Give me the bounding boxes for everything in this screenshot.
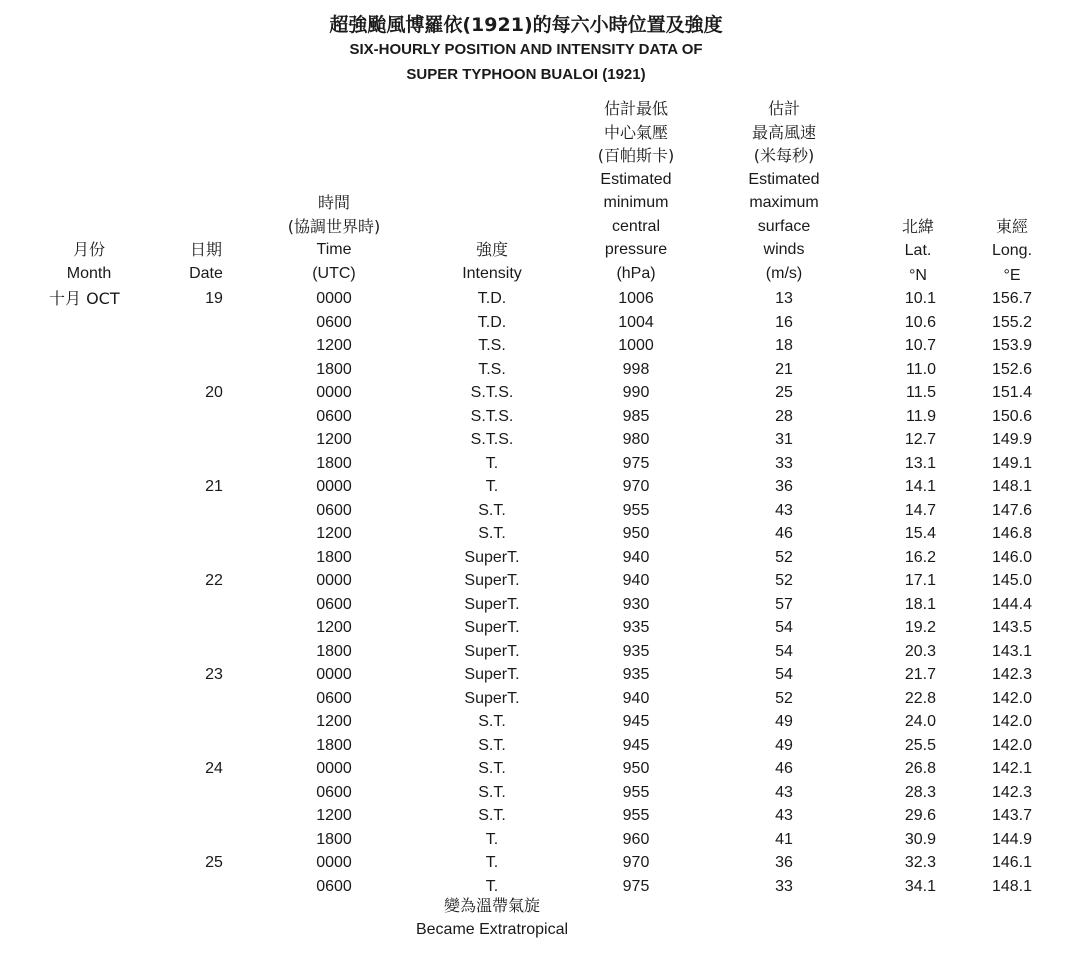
header-time-en-2: (UTC) bbox=[312, 264, 356, 282]
cell-winds: 54 bbox=[775, 642, 793, 660]
title-english-line-1: SIX-HOURLY POSITION AND INTENSITY DATA OF bbox=[349, 41, 703, 58]
table-row bbox=[0, 616, 1080, 640]
cell-lat: 10.1 bbox=[904, 290, 936, 307]
cell-time: 1800 bbox=[316, 830, 352, 848]
cell-time: 0000 bbox=[316, 760, 352, 777]
cell-lon: 148.1 bbox=[991, 478, 1032, 495]
cell-lon: 148.1 bbox=[991, 877, 1032, 895]
cell-lat: 16.2 bbox=[904, 548, 936, 566]
cell-lon: 145.0 bbox=[991, 572, 1032, 589]
table-row bbox=[0, 804, 1080, 828]
cell-date: 20 bbox=[205, 384, 223, 401]
cell-time: 1800 bbox=[316, 454, 352, 472]
table-row bbox=[0, 311, 1080, 335]
table-row bbox=[0, 522, 1080, 546]
cell-date: 19 bbox=[205, 290, 223, 307]
cell-lat: 14.7 bbox=[904, 501, 936, 519]
cell-time: 1200 bbox=[316, 807, 352, 824]
cell-time: 1200 bbox=[316, 337, 352, 354]
cell-lat: 15.4 bbox=[904, 525, 936, 542]
cell-intensity: S.T.S. bbox=[470, 407, 514, 425]
cell-lat: 20.3 bbox=[904, 642, 936, 660]
cell-lon: 149.1 bbox=[991, 454, 1032, 472]
cell-lon: 152.6 bbox=[991, 360, 1032, 378]
cell-pressure: 955 bbox=[622, 783, 650, 801]
cell-intensity: S.T. bbox=[478, 501, 506, 519]
cell-winds: 36 bbox=[775, 854, 793, 871]
cell-date: 22 bbox=[205, 572, 223, 589]
cell-time: 1200 bbox=[316, 713, 352, 730]
cell-time: 0000 bbox=[316, 666, 352, 683]
table-row bbox=[0, 687, 1080, 711]
cell-lat: 19.2 bbox=[904, 619, 936, 636]
table-row bbox=[0, 334, 1080, 358]
cell-lat: 29.6 bbox=[904, 807, 936, 824]
table-row bbox=[0, 358, 1080, 382]
footnote bbox=[392, 894, 592, 942]
cell-time: 0600 bbox=[316, 783, 352, 801]
cell-pressure: 1006 bbox=[618, 290, 654, 307]
cell-winds: 57 bbox=[775, 595, 793, 613]
cell-time: 0600 bbox=[316, 407, 352, 425]
cell-time: 1200 bbox=[316, 525, 352, 542]
cell-pressure: 998 bbox=[622, 360, 650, 378]
cell-date: 24 bbox=[205, 760, 223, 777]
cell-pressure: 935 bbox=[622, 642, 650, 660]
cell-winds: 43 bbox=[775, 501, 793, 519]
cell-lat: 21.7 bbox=[904, 666, 936, 683]
cell-lat: 30.9 bbox=[904, 830, 936, 848]
cell-intensity: S.T. bbox=[478, 783, 506, 801]
cell-lon: 142.1 bbox=[991, 760, 1032, 777]
cell-winds: 52 bbox=[775, 689, 793, 707]
table-row bbox=[0, 475, 1080, 499]
cell-lat: 32.3 bbox=[904, 854, 936, 871]
table-row bbox=[0, 734, 1080, 758]
cell-winds: 18 bbox=[775, 337, 793, 354]
header-latitude bbox=[884, 215, 952, 286]
cell-lon: 155.2 bbox=[991, 313, 1032, 331]
header-winds-en-2: maximum bbox=[749, 194, 819, 211]
cell-time: 0000 bbox=[316, 478, 352, 495]
cell-intensity: T.D. bbox=[477, 290, 507, 307]
cell-lon: 151.4 bbox=[991, 384, 1032, 401]
cell-pressure: 955 bbox=[622, 807, 650, 824]
cell-lat: 34.1 bbox=[904, 877, 936, 895]
cell-pressure: 935 bbox=[622, 619, 650, 636]
cell-time: 0600 bbox=[316, 877, 352, 895]
cell-pressure: 975 bbox=[622, 877, 650, 895]
cell-time: 0000 bbox=[316, 290, 352, 307]
table-row bbox=[0, 452, 1080, 476]
header-month-en: Month bbox=[66, 264, 112, 282]
cell-time: 0000 bbox=[316, 572, 352, 589]
cell-lon: 153.9 bbox=[991, 337, 1032, 354]
cell-pressure: 980 bbox=[622, 431, 650, 448]
cell-winds: 54 bbox=[775, 619, 793, 636]
cell-winds: 49 bbox=[775, 736, 793, 754]
cell-time: 1800 bbox=[316, 736, 352, 754]
cell-pressure: 955 bbox=[622, 501, 650, 519]
cell-lon: 142.0 bbox=[991, 689, 1032, 707]
cell-pressure: 930 bbox=[622, 595, 650, 613]
cell-winds: 49 bbox=[775, 713, 793, 730]
cell-lat: 26.8 bbox=[904, 760, 936, 777]
cell-time: 0600 bbox=[316, 595, 352, 613]
cell-winds: 33 bbox=[775, 454, 793, 472]
cell-intensity: SuperT. bbox=[464, 689, 520, 707]
header-time bbox=[264, 191, 404, 285]
cell-lat: 10.7 bbox=[904, 337, 936, 354]
cell-lon: 146.1 bbox=[991, 854, 1032, 871]
table-row bbox=[0, 405, 1080, 429]
cell-time: 0000 bbox=[316, 384, 352, 401]
table-row bbox=[0, 381, 1080, 405]
header-winds-zh-2: 最高風速 bbox=[751, 122, 816, 142]
header-longitude bbox=[978, 215, 1046, 286]
cell-date: 25 bbox=[205, 854, 223, 871]
table-row bbox=[0, 499, 1080, 523]
cell-intensity: S.T. bbox=[478, 807, 506, 824]
cell-winds: 41 bbox=[775, 830, 793, 848]
header-lat-zh: 北緯 bbox=[901, 217, 934, 236]
title-english-line-2: SUPER TYPHOON BUALOI (1921) bbox=[406, 66, 646, 83]
cell-lat: 10.6 bbox=[904, 313, 936, 331]
cell-intensity: S.T. bbox=[478, 760, 506, 777]
cell-date: 23 bbox=[205, 666, 223, 683]
cell-intensity: T. bbox=[485, 877, 499, 895]
cell-pressure: 960 bbox=[622, 830, 650, 848]
cell-lat: 11.5 bbox=[906, 384, 936, 401]
cell-time: 1800 bbox=[316, 360, 352, 378]
cell-lon: 156.7 bbox=[991, 290, 1032, 307]
header-pressure-zh-2: 中心氣壓 bbox=[603, 122, 668, 142]
cell-lat: 14.1 bbox=[904, 478, 936, 495]
table-row bbox=[0, 828, 1080, 852]
header-winds-zh-3: (米每秒) bbox=[753, 146, 815, 165]
cell-lat: 11.0 bbox=[906, 360, 936, 378]
cell-pressure: 970 bbox=[622, 478, 650, 495]
cell-time: 1200 bbox=[316, 619, 352, 636]
table-row bbox=[0, 757, 1080, 781]
cell-time: 0000 bbox=[316, 854, 352, 871]
cell-lon: 146.8 bbox=[991, 525, 1032, 542]
cell-intensity: T.S. bbox=[478, 337, 506, 354]
cell-time: 0600 bbox=[316, 501, 352, 519]
header-lon-en: Long. bbox=[991, 241, 1033, 259]
cell-time: 1200 bbox=[316, 431, 352, 448]
footnote-zh: 變為溫帶氣旋 bbox=[443, 896, 540, 915]
cell-lat: 11.9 bbox=[906, 407, 936, 425]
cell-lon: 143.7 bbox=[991, 807, 1032, 824]
header-pressure-en-1: Estimated bbox=[600, 170, 672, 188]
table-row bbox=[0, 640, 1080, 664]
header-intensity-en: Intensity bbox=[462, 264, 522, 282]
title-chinese: 超強颱風博羅依(1921)的每六小時位置及強度 bbox=[329, 14, 723, 36]
cell-pressure: 1004 bbox=[618, 313, 654, 331]
header-time-en-1: Time bbox=[316, 241, 352, 258]
cell-winds: 43 bbox=[775, 783, 793, 801]
header-winds bbox=[714, 97, 854, 285]
cell-lat: 24.0 bbox=[904, 713, 936, 730]
cell-pressure: 940 bbox=[622, 548, 650, 566]
header-intensity bbox=[432, 238, 552, 285]
cell-intensity: SuperT. bbox=[464, 572, 520, 589]
header-month bbox=[44, 238, 134, 285]
cell-pressure: 935 bbox=[622, 666, 650, 683]
cell-winds: 21 bbox=[775, 360, 793, 378]
header-pressure-en-3: central bbox=[611, 217, 661, 235]
table-row bbox=[0, 710, 1080, 734]
cell-pressure: 950 bbox=[622, 525, 650, 542]
table-row bbox=[0, 593, 1080, 617]
cell-pressure: 985 bbox=[622, 407, 650, 425]
cell-time: 0600 bbox=[316, 689, 352, 707]
cell-winds: 33 bbox=[775, 877, 793, 895]
cell-pressure: 950 bbox=[622, 760, 650, 777]
header-pressure-en-5: (hPa) bbox=[616, 264, 656, 282]
header-pressure bbox=[566, 97, 706, 285]
header-lat-en: Lat. bbox=[904, 241, 932, 259]
header-winds-en-1: Estimated bbox=[748, 170, 820, 188]
cell-lat: 25.5 bbox=[904, 736, 936, 754]
header-intensity-zh: 強度 bbox=[475, 240, 508, 259]
cell-lon: 149.9 bbox=[991, 431, 1032, 448]
cell-time: 1800 bbox=[316, 548, 352, 566]
cell-intensity: T. bbox=[485, 478, 499, 495]
cell-lon: 147.6 bbox=[991, 501, 1032, 519]
table-row bbox=[0, 781, 1080, 805]
header-date-zh: 日期 bbox=[189, 240, 222, 259]
header-pressure-zh-1: 估計最低 bbox=[603, 99, 668, 118]
cell-pressure: 940 bbox=[622, 572, 650, 589]
cell-winds: 43 bbox=[775, 807, 793, 824]
cell-lat: 28.3 bbox=[904, 783, 936, 801]
cell-intensity: SuperT. bbox=[464, 595, 520, 613]
cell-lon: 142.3 bbox=[991, 666, 1032, 683]
cell-intensity: T. bbox=[485, 454, 499, 472]
cell-intensity: T. bbox=[485, 854, 499, 871]
cell-winds: 28 bbox=[775, 407, 793, 425]
header-lat-unit: °N bbox=[909, 267, 927, 284]
header-lon-unit: °E bbox=[1003, 267, 1021, 284]
cell-lon: 144.9 bbox=[991, 830, 1032, 848]
header-date bbox=[168, 238, 244, 285]
cell-lon: 142.0 bbox=[991, 736, 1032, 754]
cell-winds: 13 bbox=[775, 290, 793, 307]
cell-winds: 36 bbox=[775, 478, 793, 495]
cell-winds: 54 bbox=[775, 666, 793, 683]
cell-pressure: 945 bbox=[622, 713, 650, 730]
cell-intensity: S.T.S. bbox=[470, 431, 514, 448]
table-row bbox=[0, 851, 1080, 875]
table-row bbox=[0, 428, 1080, 452]
cell-winds: 31 bbox=[775, 431, 793, 448]
cell-time: 0600 bbox=[316, 313, 352, 331]
cell-intensity: S.T. bbox=[478, 736, 506, 754]
cell-intensity: SuperT. bbox=[464, 548, 520, 566]
header-date-en: Date bbox=[189, 264, 223, 282]
cell-lat: 22.8 bbox=[904, 689, 936, 707]
cell-time: 1800 bbox=[316, 642, 352, 660]
cell-intensity: T. bbox=[485, 830, 499, 848]
cell-lat: 13.1 bbox=[904, 454, 936, 472]
cell-intensity: S.T. bbox=[478, 713, 506, 730]
cell-lon: 142.3 bbox=[991, 783, 1032, 801]
cell-date: 21 bbox=[205, 478, 223, 495]
table-row bbox=[0, 546, 1080, 570]
cell-winds: 52 bbox=[775, 572, 793, 589]
table-row bbox=[0, 663, 1080, 687]
header-lon-zh: 東經 bbox=[995, 217, 1028, 236]
cell-intensity: T.S. bbox=[478, 360, 506, 378]
cell-pressure: 1000 bbox=[618, 337, 654, 354]
cell-pressure: 940 bbox=[622, 689, 650, 707]
cell-pressure: 990 bbox=[622, 384, 650, 401]
cell-lat: 12.7 bbox=[904, 431, 936, 448]
cell-month: 十月 OCT bbox=[49, 289, 120, 308]
cell-lon: 142.0 bbox=[991, 713, 1032, 730]
cell-winds: 46 bbox=[775, 525, 793, 542]
cell-winds: 16 bbox=[775, 313, 793, 331]
cell-lat: 17.1 bbox=[904, 572, 936, 589]
cell-intensity: S.T. bbox=[478, 525, 506, 542]
cell-pressure: 970 bbox=[622, 854, 650, 871]
cell-lon: 146.0 bbox=[991, 548, 1032, 566]
header-pressure-zh-3: (百帕斯卡) bbox=[597, 146, 675, 165]
cell-winds: 52 bbox=[775, 548, 793, 566]
cell-intensity: SuperT. bbox=[464, 619, 520, 636]
cell-intensity: SuperT. bbox=[464, 642, 520, 660]
header-winds-en-3: surface bbox=[757, 217, 811, 235]
header-winds-zh-1: 估計 bbox=[767, 99, 800, 118]
cell-lon: 144.4 bbox=[991, 595, 1032, 613]
header-winds-en-5: (m/s) bbox=[765, 264, 803, 282]
cell-lat: 18.1 bbox=[904, 595, 936, 613]
table-row bbox=[0, 287, 1080, 311]
cell-lon: 150.6 bbox=[991, 407, 1032, 425]
cell-winds: 46 bbox=[775, 760, 793, 777]
footnote-en: Became Extratropical bbox=[415, 921, 569, 938]
cell-lon: 143.1 bbox=[991, 642, 1032, 660]
header-time-zh-2: (協調世界時) bbox=[287, 216, 381, 236]
header-month-zh: 月份 bbox=[72, 240, 105, 259]
cell-pressure: 945 bbox=[622, 736, 650, 754]
header-time-zh-1: 時間 bbox=[317, 193, 350, 212]
header-pressure-en-4: pressure bbox=[604, 241, 668, 258]
cell-winds: 25 bbox=[775, 384, 793, 401]
cell-lon: 143.5 bbox=[991, 619, 1032, 636]
table-row bbox=[0, 569, 1080, 593]
header-winds-en-4: winds bbox=[763, 241, 805, 258]
cell-intensity: S.T.S. bbox=[470, 384, 514, 401]
cell-intensity: SuperT. bbox=[464, 666, 520, 683]
cell-pressure: 975 bbox=[622, 454, 650, 472]
header-pressure-en-2: minimum bbox=[603, 194, 669, 211]
cell-intensity: T.D. bbox=[477, 313, 507, 331]
